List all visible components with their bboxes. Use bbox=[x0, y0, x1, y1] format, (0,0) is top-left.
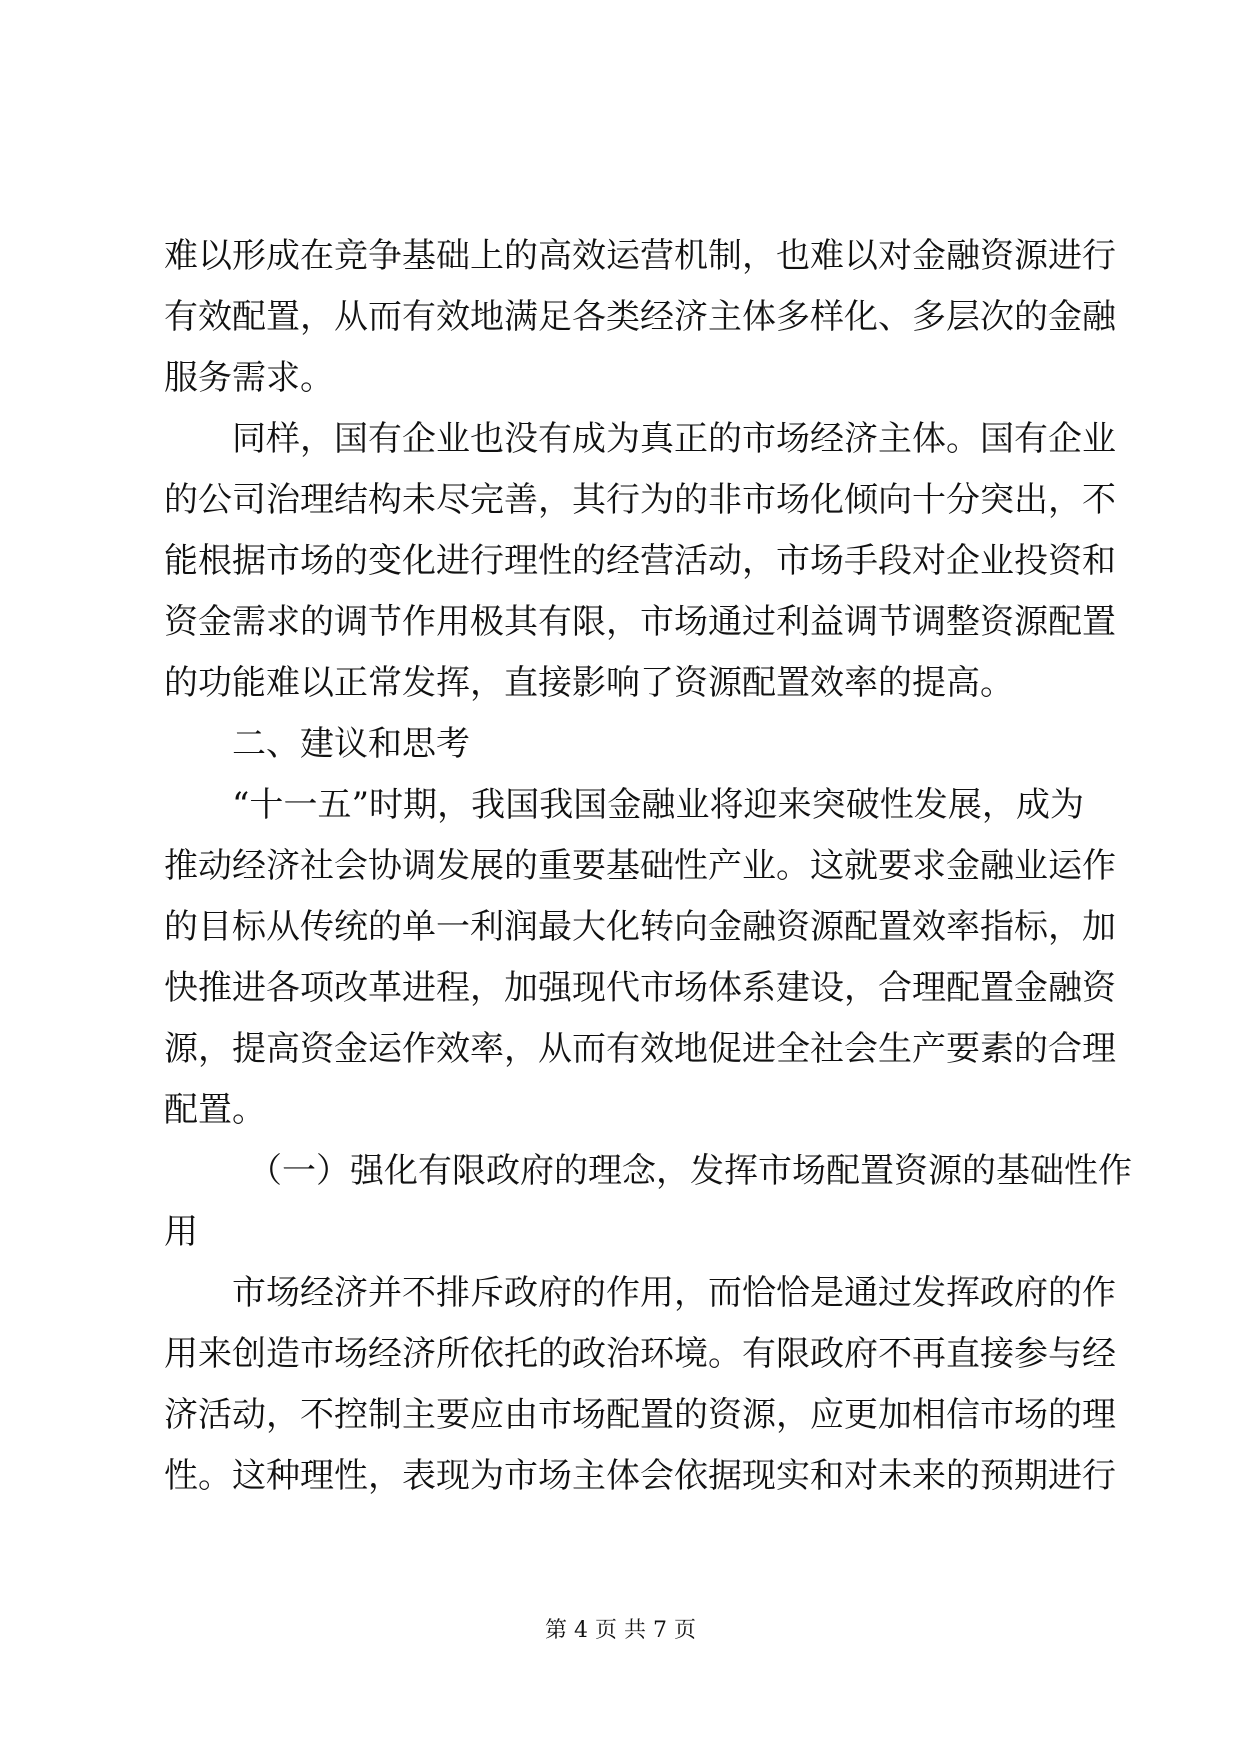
document-body bbox=[164, 226, 1132, 1507]
paragraph-line: 服务需求。 bbox=[164, 358, 334, 398]
paragraph-line: 难以形成在竞争基础上的高效运营机制，也难以对金融资源进行 bbox=[164, 236, 1116, 276]
paragraph-line: 源，提高资金运作效率，从而有效地促进全社会生产要素的合理 bbox=[164, 1029, 1116, 1069]
paragraph-line: 用来创造市场经济所依托的政治环境。有限政府不再直接参与经 bbox=[164, 1334, 1116, 1374]
paragraph-line: 快推进各项改革进程，加强现代市场体系建设，合理配置金融资 bbox=[164, 968, 1116, 1008]
section-heading: 二、建议和思考 bbox=[232, 724, 470, 764]
paragraph-line: 推动经济社会协调发展的重要基础性产业。这就要求金融业运作 bbox=[164, 846, 1116, 886]
paragraph-line: 市场经济并不排斥政府的作用，而恰恰是通过发挥政府的作 bbox=[232, 1273, 1116, 1313]
paragraph-line: 配置。 bbox=[164, 1090, 266, 1130]
paragraph-line: “十一五”时期，我国我国金融业将迎来突破性发展，成为 bbox=[232, 785, 1084, 825]
paragraph-line: 的功能难以正常发挥，直接影响了资源配置效率的提高。 bbox=[164, 663, 1014, 703]
subsection-heading: （一）强化有限政府的理念，发挥市场配置资源的基础性作 bbox=[248, 1151, 1132, 1191]
subsection-heading: 用 bbox=[164, 1212, 198, 1252]
page-number: 第 4 页 共 7 页 bbox=[545, 1618, 696, 1643]
paragraph-line: 能根据市场的变化进行理性的经营活动，市场手段对企业投资和 bbox=[164, 541, 1116, 581]
paragraph-line: 的目标从传统的单一利润最大化转向金融资源配置效率指标，加 bbox=[164, 907, 1116, 947]
paragraph-line: 有效配置，从而有效地满足各类经济主体多样化、多层次的金融 bbox=[164, 297, 1116, 337]
paragraph-line: 的公司治理结构未尽完善，其行为的非市场化倾向十分突出，不 bbox=[164, 480, 1116, 520]
paragraph-line: 济活动，不控制主要应由市场配置的资源，应更加相信市场的理 bbox=[164, 1395, 1116, 1435]
paragraph-line: 资金需求的调节作用极其有限，市场通过利益调节调整资源配置 bbox=[164, 602, 1116, 642]
paragraph-line: 同样，国有企业也没有成为真正的市场经济主体。国有企业 bbox=[232, 419, 1116, 459]
paragraph-line: 性。这种理性，表现为市场主体会依据现实和对未来的预期进行 bbox=[164, 1456, 1116, 1496]
